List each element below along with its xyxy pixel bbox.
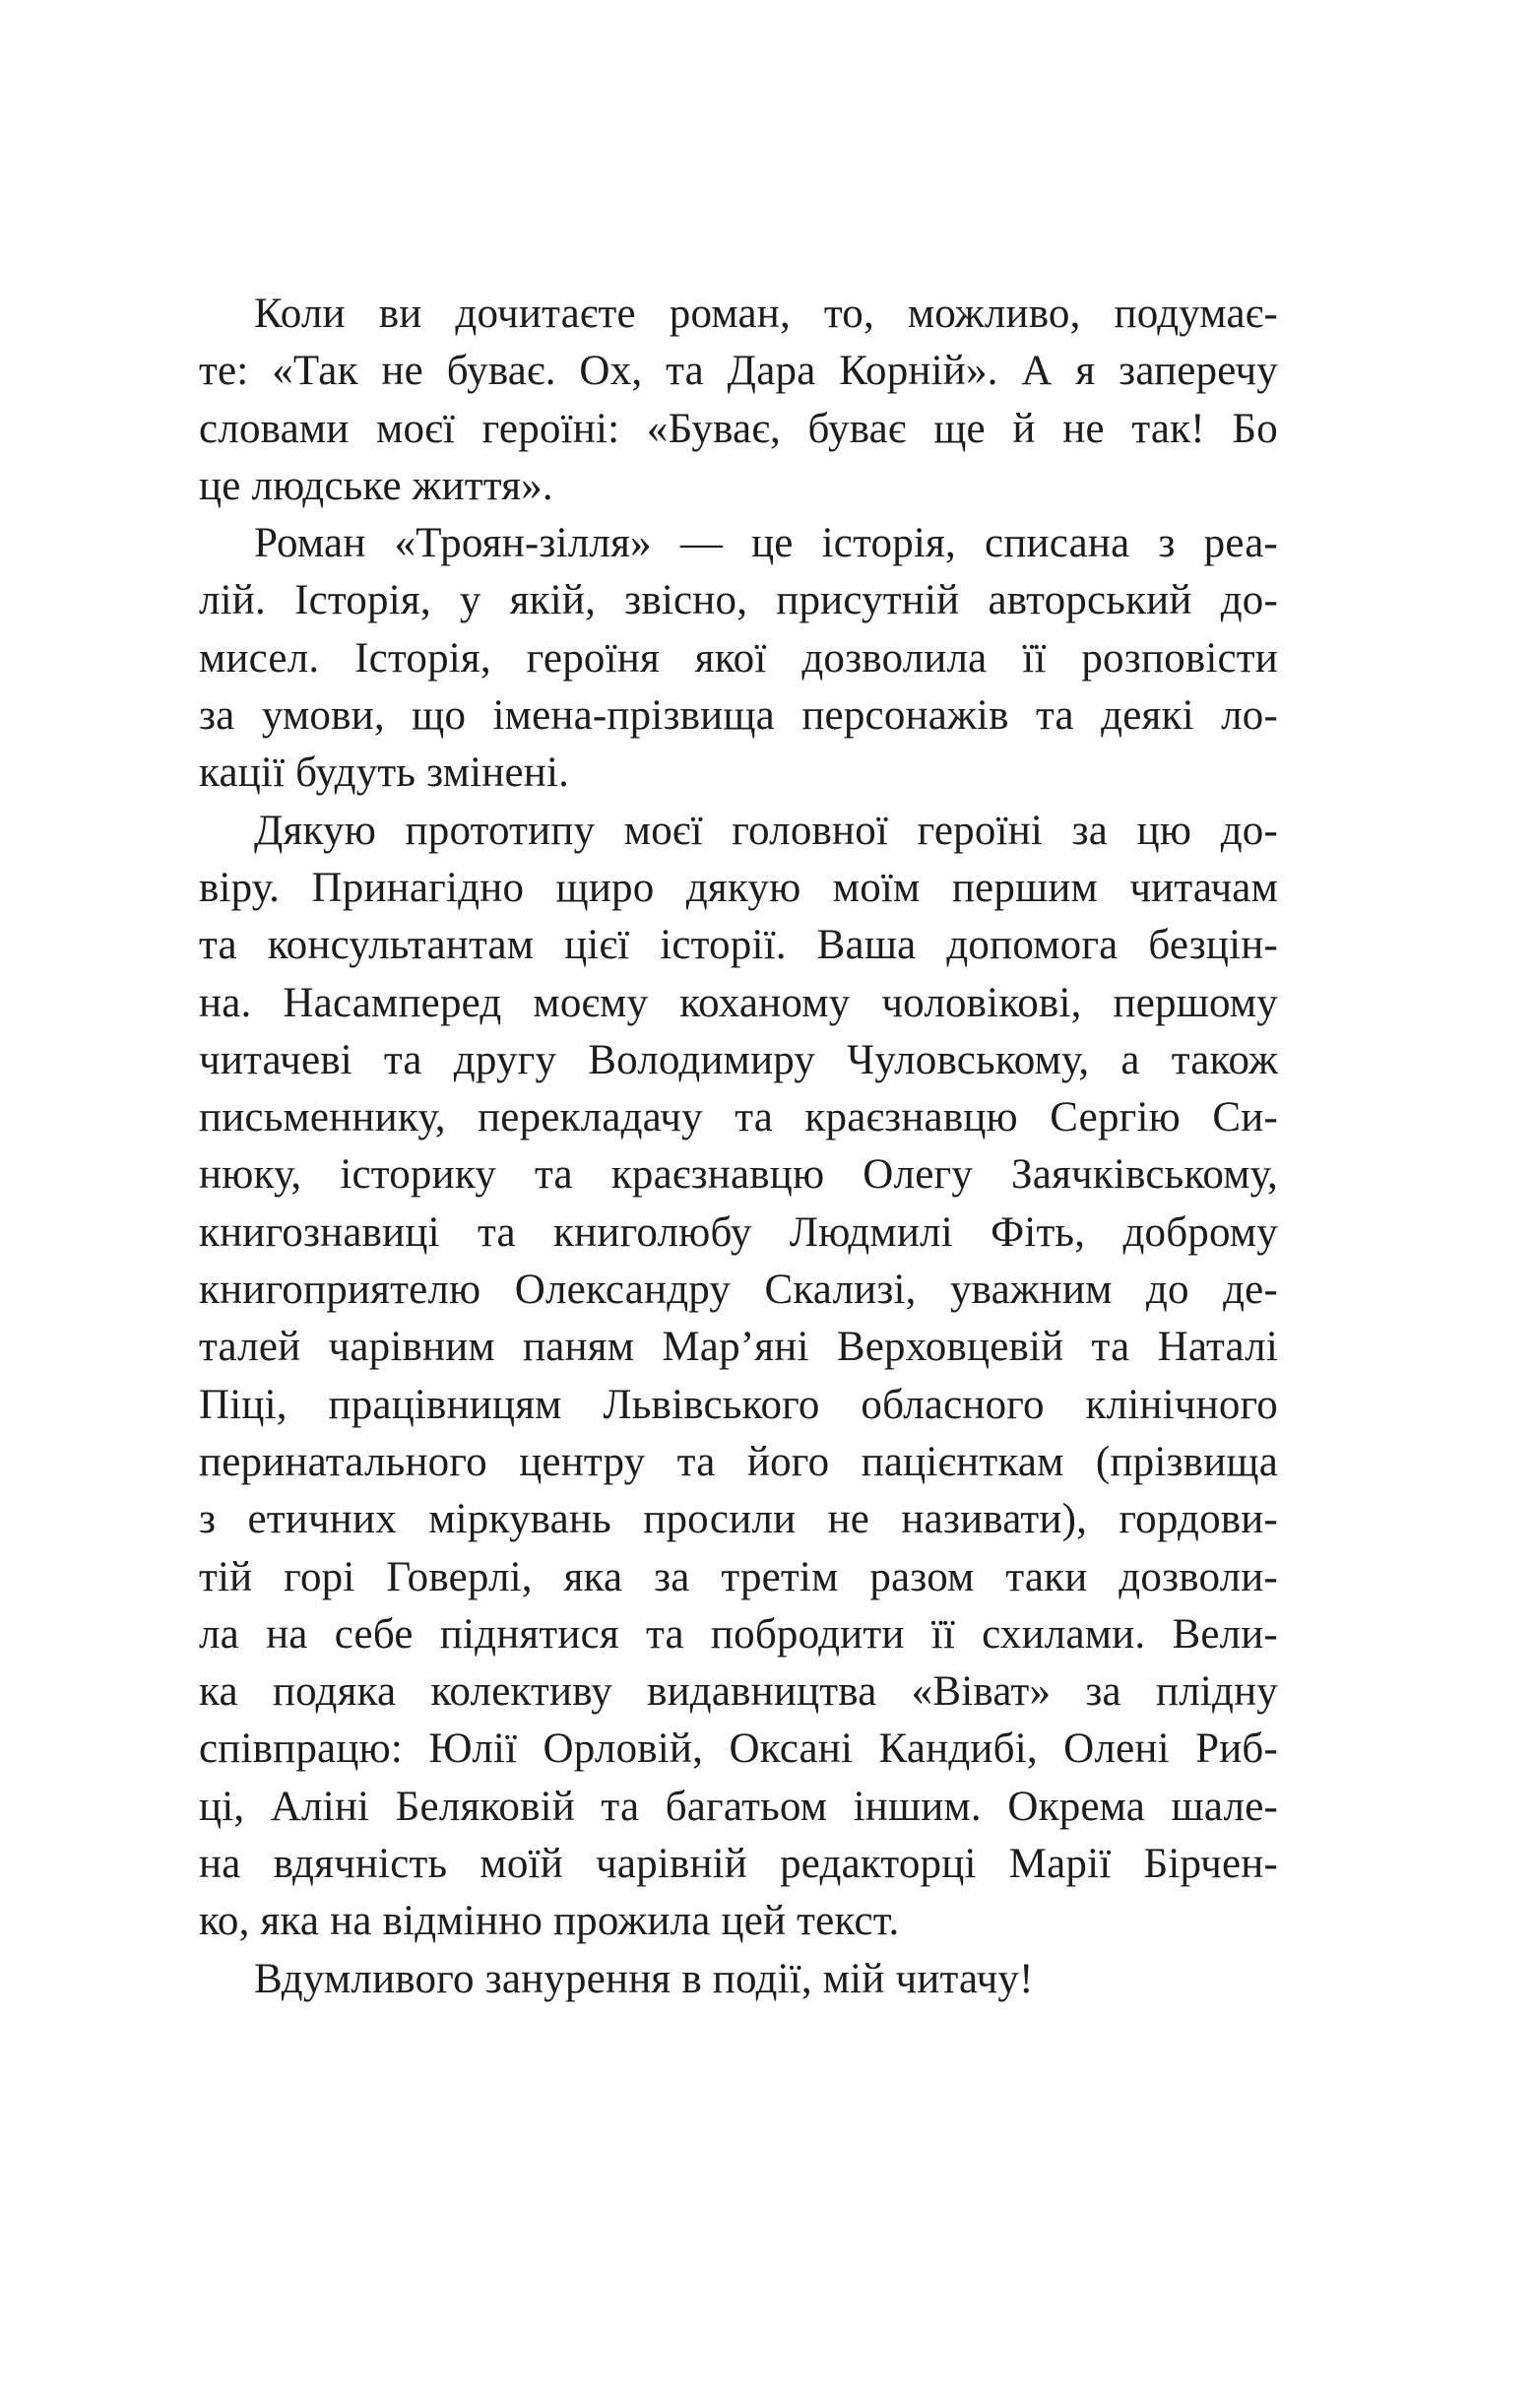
text-line: Дякую прототипу моєї головної героїні за цю до- (254, 807, 1278, 854)
text-line: лій. Історія, у якій, звісно, присутній авторський до- (199, 577, 1278, 624)
text-line: мисел. Історія, героїня якої дозволила її розповісти (199, 634, 1278, 682)
text-line: читачеві та другу Володимиру Чуловському, а також (199, 1036, 1278, 1083)
text-line: це людське життя». (199, 462, 553, 509)
text-line: ко, яка на відмінно прожила цей текст. (199, 1898, 900, 1945)
text-line: тій горі Говерлі, яка за третім разом таки дозволи- (199, 1553, 1278, 1600)
text-line: ці, Аліні Беляковій та багатьом іншим. Окрема шале- (199, 1783, 1278, 1830)
text-line: з етичних міркувань просили не називати), гордови- (199, 1496, 1278, 1543)
paragraph-4 (199, 1951, 1278, 2008)
text-line: Піці, працівницям Львівського обласного клінічного (199, 1381, 1278, 1428)
acknowledgements-text (199, 286, 1278, 2008)
text-line: перинатального центру та його пацієнткам (прізвища (199, 1438, 1278, 1485)
text-line: те: «Так не буває. Ох, та Дара Корній». А я заперечу (199, 348, 1278, 395)
text-line: за умови, що імена-прізвища персонажів та деякі ло- (199, 692, 1278, 740)
paragraph-2 (199, 515, 1278, 802)
text-line: на. Насамперед моєму коханому чоловікові, першому (199, 979, 1278, 1026)
text-line: талей чарівним паням Мар’яні Верховцевій та Наталі (199, 1324, 1278, 1371)
text-line: на вдячність моїй чарівній редакторці Марії Бірчен- (199, 1841, 1278, 1888)
text-line: віру. Принагідно щиро дякую моїм першим читачам (199, 864, 1278, 911)
text-line: та консультантам цієї історії. Ваша допомога безцін- (199, 922, 1278, 969)
text-line: Вдумливого занурення в події, мій читачу! (254, 1955, 1034, 2002)
text-line: письменнику, перекладачу та краєзнавцю Сергію Си- (199, 1094, 1278, 1141)
text-line: співпрацю: Юлії Орловій, Оксані Кандибі, Олені Риб- (199, 1725, 1278, 1773)
text-line: ка подяка колективу видавництва «Віват» за плідну (199, 1668, 1278, 1716)
text-line: ла на себе піднятися та побродити її схилами. Вели- (199, 1610, 1278, 1658)
text-line: нюку, історику та краєзнавцю Олегу Заячківському, (199, 1151, 1278, 1199)
text-line: книгознавиці та книголюбу Людмилі Фіть, доброму (199, 1208, 1278, 1256)
text-line: Коли ви дочитаєте роман, то, можливо, подумає- (254, 291, 1278, 337)
text-line: Роман «Троян-зілля» — це історія, списана з реа- (254, 520, 1278, 567)
paragraph-3 (199, 803, 1278, 1951)
paragraph-1 (199, 286, 1278, 515)
text-line: словами моєї героїні: «Буває, буває ще й не так! Бо (199, 405, 1278, 452)
text-line: кації будуть змінені. (199, 749, 570, 797)
text-line: книгоприятелю Олександру Скализі, уважним до де- (199, 1267, 1278, 1314)
